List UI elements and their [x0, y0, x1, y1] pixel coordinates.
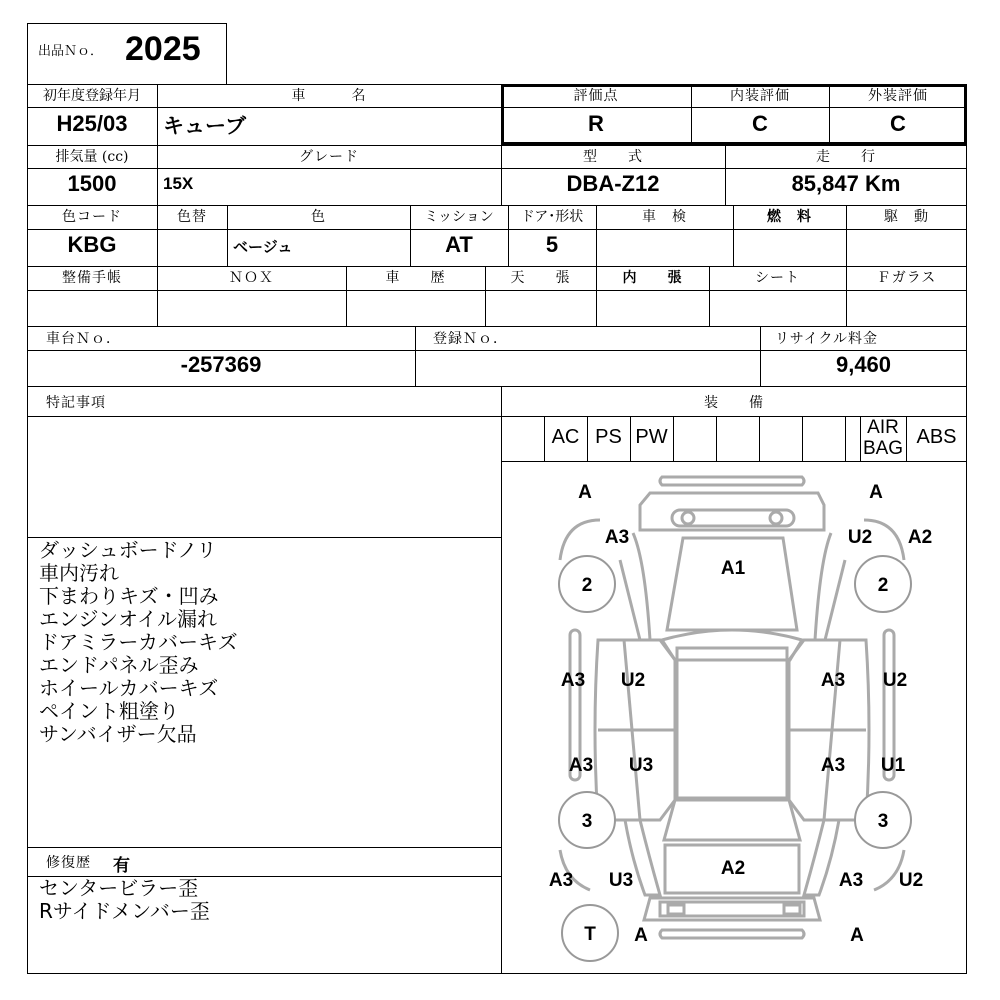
- recycle-fee-value: 9,460: [835, 352, 892, 377]
- damage-front-left: A: [578, 482, 592, 503]
- registration-no-label: 登録Ｎｏ．: [433, 331, 508, 347]
- car-diagram: [501, 461, 967, 974]
- displacement-value: 1500: [67, 171, 117, 196]
- damage-l-rear-door-a: A3: [568, 755, 594, 776]
- model-label: 型 式: [583, 149, 643, 165]
- grade-value: 15X: [163, 174, 194, 193]
- wheel-rr-grade: 3: [877, 811, 889, 832]
- mileage-value: 85,847 Km: [791, 171, 901, 196]
- damage-r-rear-door-a: A3: [820, 755, 846, 776]
- equipment-abs: ABS: [916, 426, 957, 448]
- damage-l-rear-door-u: U3: [628, 755, 654, 776]
- damage-l-front-door-u: U2: [620, 670, 646, 691]
- registration-value: H25/03: [56, 111, 128, 136]
- wheel-rl-grade: 3: [581, 811, 593, 832]
- color-code-value: KBG: [67, 232, 117, 257]
- service-book-label: 整備手帳: [62, 270, 122, 286]
- note-item: 下まわりキズ・凹み: [39, 584, 219, 608]
- damage-r-quarter-u: U2: [898, 870, 924, 891]
- equipment-ps: PS: [595, 426, 622, 448]
- nox-label: ＮＯＸ: [229, 270, 274, 286]
- damage-rear-left: A: [634, 925, 648, 946]
- damage-l-front-door-a: A3: [560, 670, 586, 691]
- interior-score-value: C: [752, 111, 768, 136]
- roof-lining-label: 天 張: [510, 270, 571, 286]
- repair-value: 有: [113, 856, 130, 876]
- note-item: ダッシュボードノリ: [39, 538, 217, 562]
- equipment-label: 装 備: [704, 395, 764, 411]
- drive-label: 駆 動: [884, 209, 929, 225]
- mission-label: ミッション: [424, 209, 494, 225]
- wheel-fl-grade: 2: [581, 575, 593, 596]
- score-value: R: [588, 111, 604, 136]
- repair-label: 修復歴: [46, 855, 91, 871]
- color-value: ベージュ: [233, 238, 293, 256]
- grade-label: グレード: [299, 149, 359, 165]
- car-name-label: 車 名: [291, 88, 367, 104]
- damage-rear-right: A: [850, 925, 864, 946]
- interior-lining-label: 内 張: [622, 270, 683, 286]
- damage-fl-fender: A3: [604, 527, 630, 548]
- displacement-label: 排気量 (cc): [55, 149, 129, 165]
- inspection-label: 車 検: [642, 209, 687, 225]
- damage-r-quarter-a: A3: [838, 870, 864, 891]
- chassis-value: -257369: [180, 352, 262, 377]
- note-item: エンジンオイル漏れ: [39, 607, 217, 631]
- notes-list: [39, 539, 238, 746]
- color-label: 色: [311, 209, 326, 225]
- lot-label: 出品Ｎｏ．: [38, 44, 104, 59]
- note-item: ドアミラーカバーキズ: [39, 630, 238, 654]
- damage-l-quarter-a: A3: [548, 870, 574, 891]
- equipment-ac: AC: [551, 426, 580, 448]
- interior-score-label: 内装評価: [730, 88, 790, 104]
- damage-hood: A1: [720, 558, 746, 579]
- recycle-fee-label: リサイクル料金: [775, 331, 879, 347]
- damage-trunk: A2: [720, 858, 746, 879]
- damage-r-front-door-a: A3: [820, 670, 846, 691]
- equipment-airbag: AIR BAG: [862, 417, 904, 459]
- lot-box: [27, 23, 227, 84]
- exterior-score-value: C: [890, 111, 906, 136]
- door-label: ドア･形状: [520, 209, 584, 225]
- exterior-score-label: 外装評価: [868, 88, 928, 104]
- front-glass-label: Ｆガラス: [876, 270, 937, 286]
- damage-fr-fender-a: A2: [907, 527, 933, 548]
- model-value: DBA-Z12: [566, 171, 660, 196]
- spare-tire-grade: T: [584, 924, 596, 945]
- seat-label: シート: [755, 270, 800, 286]
- note-item: エンドパネル歪み: [39, 653, 199, 677]
- notes-label: 特記事項: [46, 395, 106, 411]
- note-item: ホイールカバーキズ: [39, 676, 219, 700]
- color-change-label: 色替: [177, 209, 207, 225]
- damage-front-right: A: [869, 482, 883, 503]
- mission-value: AT: [445, 232, 473, 257]
- damage-l-quarter-u: U3: [608, 870, 634, 891]
- note-item: ペイント粗塗り: [39, 699, 179, 723]
- door-value: 5: [545, 232, 559, 257]
- chassis-label: 車台Ｎｏ．: [46, 331, 121, 347]
- repair-list: [39, 877, 210, 923]
- damage-fr-fender-u: U2: [847, 527, 873, 548]
- mileage-label: 走 行: [816, 149, 876, 165]
- color-code-label: 色コード: [62, 209, 122, 225]
- lot-number: 2025: [125, 30, 201, 68]
- registration-label: 初年度登録年月: [43, 88, 141, 104]
- wheel-fr-grade: 2: [877, 575, 889, 596]
- fuel-label: 燃 料: [767, 209, 812, 225]
- repair-item: センタービラー歪: [39, 876, 199, 900]
- note-item: サンバイザー欠品: [39, 722, 197, 746]
- history-label: 車 歴: [385, 270, 446, 286]
- car-name-value: キューブ: [163, 114, 246, 138]
- note-item: 車内汚れ: [39, 561, 119, 585]
- damage-r-rear-door-u: U1: [880, 755, 906, 776]
- damage-r-front-door-u: U2: [882, 670, 908, 691]
- repair-item: Rサイドメンバー歪: [39, 899, 210, 923]
- equipment-pw: PW: [635, 426, 668, 448]
- score-label: 評価点: [573, 88, 619, 104]
